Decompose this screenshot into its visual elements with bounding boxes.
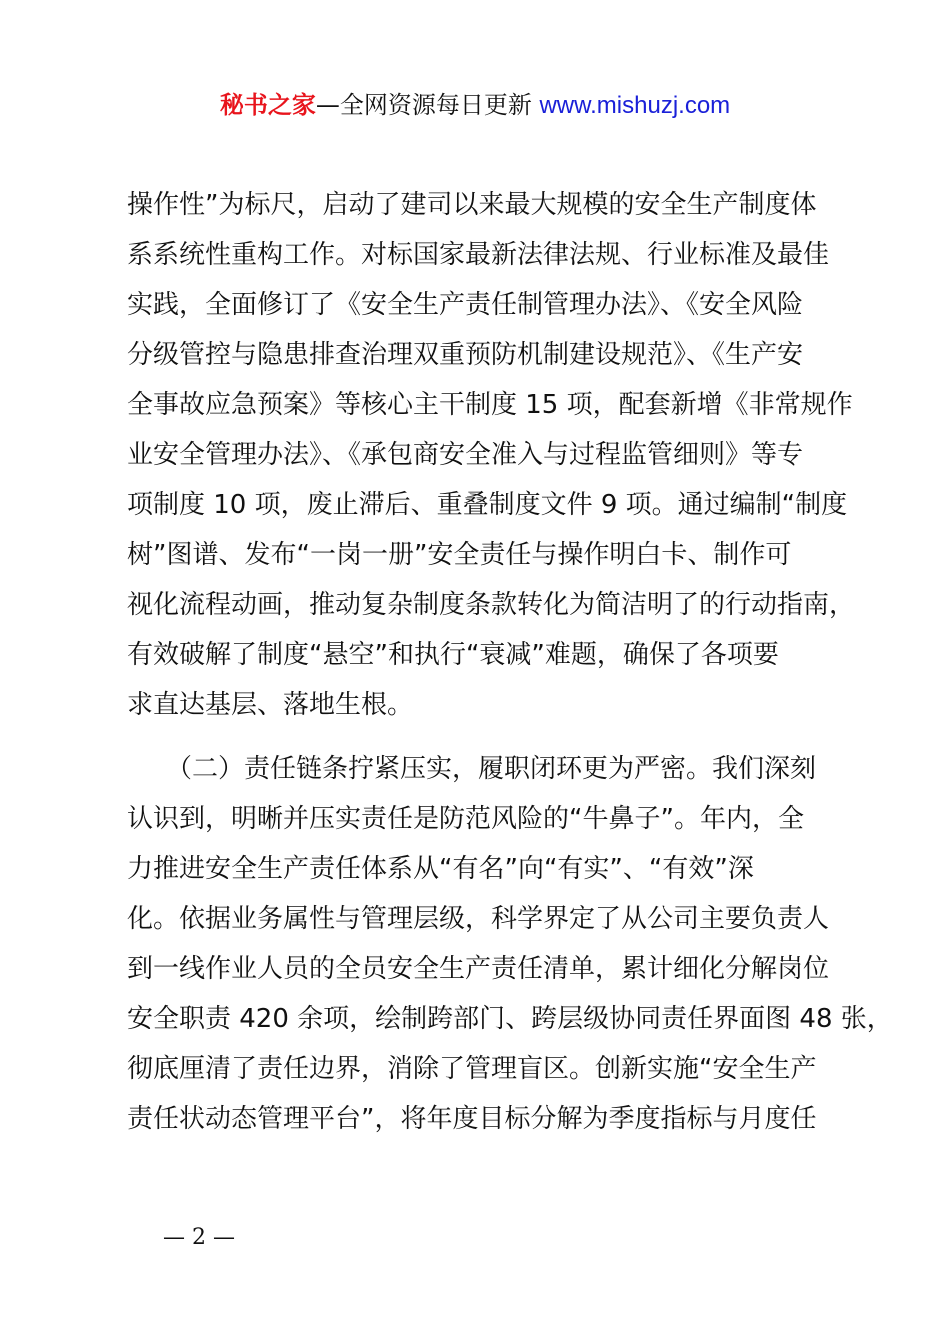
text-line: 力推进安全生产责任体系从“有名”向“有实”、“有效”深 xyxy=(127,854,754,884)
text-line: 项制度 10 项，废止滞后、重叠制度文件 9 项。通过编制“制度 xyxy=(127,490,848,520)
text-line: 求直达基层、落地生根。 xyxy=(127,690,414,720)
text-line: 责任状动态管理平台”，将年度目标分解为季度指标与月度任 xyxy=(127,1104,817,1134)
text-line: 有效破解了制度“悬空”和执行“衰减”难题，确保了各项要 xyxy=(127,640,779,670)
text-line: 实践，全面修订了《安全生产责任制管理办法》、《安全风险 xyxy=(127,290,804,320)
text-line: 认识到，明晰并压实责任是防范风险的“牛鼻子”。年内，全 xyxy=(127,804,804,834)
brand-name: 秘书之家 xyxy=(219,91,316,119)
header-tagline: —全网资源每日更新 xyxy=(315,91,540,119)
text-line: 系系统性重构工作。对标国家最新法律法规、行业标准及最佳 xyxy=(127,240,830,270)
site-url-link[interactable]: www.mishuzj.com xyxy=(539,92,731,119)
site-header xyxy=(0,88,950,123)
text-line: 业安全管理办法》、《承包商安全准入与过程监管细则》等专 xyxy=(127,440,804,470)
text-line: 全事故应急预案》等核心主干制度 15 项，配套新增《非常规作 xyxy=(127,390,853,420)
text-line: 视化流程动画，推动复杂制度条款转化为简洁明了的行动指南， xyxy=(127,590,856,620)
text-line: 树”图谱、发布“一岗一册”安全责任与操作明白卡、制作可 xyxy=(127,540,792,570)
text-line: 化。依据业务属性与管理层级，科学界定了从公司主要负责人 xyxy=(127,904,830,934)
paragraph-gap xyxy=(127,730,837,744)
text-line: （二）责任链条拧紧压实，履职闭环更为严密。我们深刻 xyxy=(127,754,817,784)
document-body xyxy=(127,180,893,1144)
text-line: 彻底厘清了责任边界，消除了管理盲区。创新实施“安全生产 xyxy=(127,1054,817,1084)
text-line: 到一线作业人员的全员安全生产责任清单，累计细化分解岗位 xyxy=(127,954,830,984)
text-line: 分级管控与隐患排查治理双重预防机制建设规范》、《生产安 xyxy=(127,340,804,370)
page-number: — 2 — xyxy=(163,1225,235,1250)
text-line: 安全职责 420 余项，绘制跨部门、跨层级协同责任界面图 48 张， xyxy=(127,1004,893,1034)
text-line: 操作性”为标尺，启动了建司以来最大规模的安全生产制度体 xyxy=(127,190,817,220)
